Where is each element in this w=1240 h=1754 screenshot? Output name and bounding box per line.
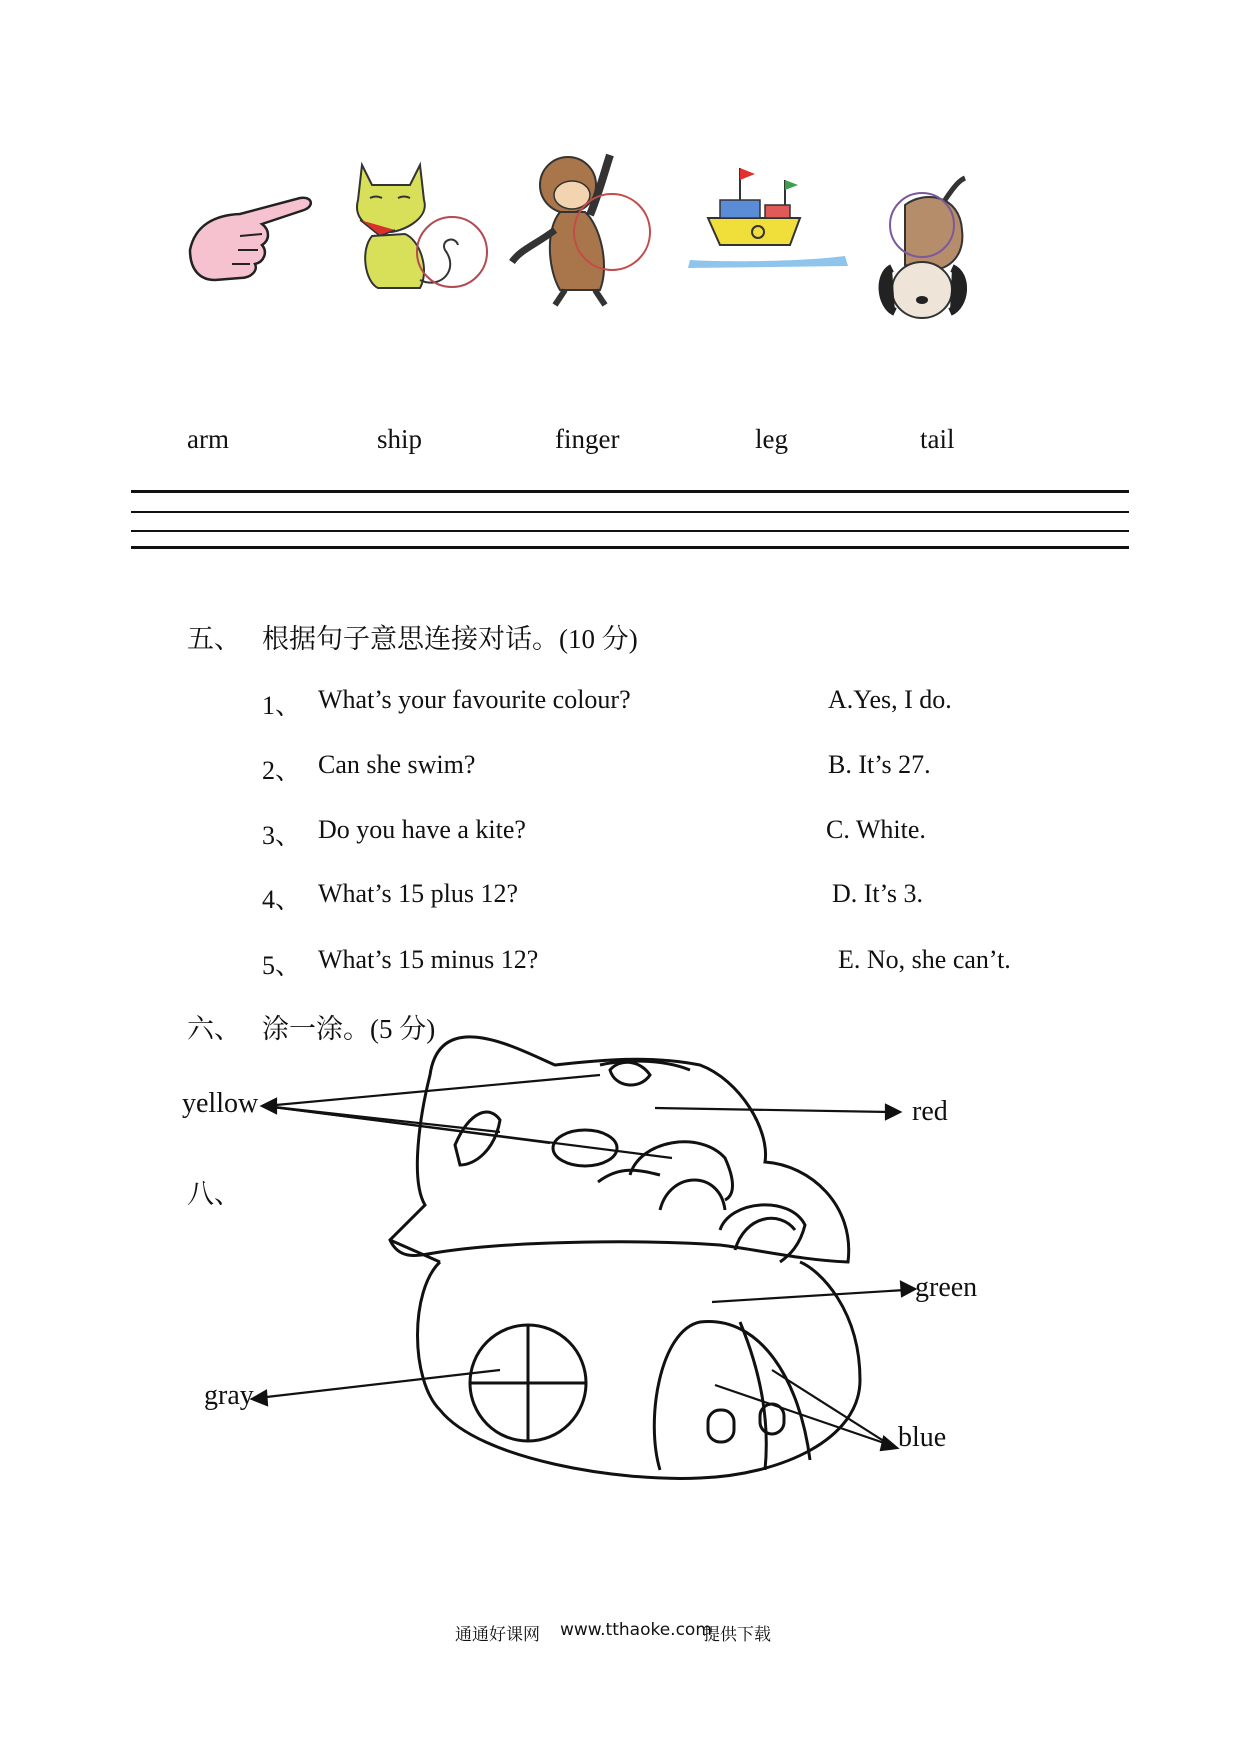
cat-picture [357,165,487,288]
answer-a: A.Yes, I do. [828,685,952,714]
answer-c: C. White. [826,815,926,844]
question-text: What’s 15 plus 12? [318,879,519,908]
footer-note: 提供下载 [703,1625,771,1645]
word-ship: ship [377,424,423,454]
question-number: 5、 [262,951,302,980]
question-text: What’s 15 minus 12? [318,945,539,974]
section8-number: 八、 [187,1179,241,1209]
question-number: 4、 [262,885,302,914]
dog-picture [883,178,965,318]
word-finger: finger [555,424,620,454]
writing-line [131,490,1129,493]
section5-number: 五、 [187,624,241,654]
writing-line [131,546,1129,549]
footer-url: www.tthaoke.com [560,1620,712,1640]
section6-number: 六、 [187,1014,241,1044]
label-blue: blue [898,1422,947,1453]
question-text: Can she swim? [318,750,476,779]
label-green: green [915,1272,978,1303]
word-arm: arm [187,424,229,454]
finger-picture [190,198,311,280]
answer-b: B. It’s 27. [828,750,931,779]
section5-title: 根据句子意思连接对话。(10 分) [262,624,638,654]
section6-title: 涂一涂。(5 分) [262,1014,436,1044]
question-number: 3、 [262,821,302,850]
writing-line [131,530,1129,532]
mushroom-house-drawing [390,1037,860,1479]
label-yellow: yellow [182,1088,259,1119]
label-gray: gray [204,1380,254,1411]
word-tail: tail [920,424,955,454]
answer-e: E. No, she can’t. [838,945,1011,974]
question-number: 1、 [262,691,302,720]
question-text: Do you have a kite? [318,815,526,844]
ship-picture [688,168,848,268]
monkey-picture [512,155,650,305]
word-leg: leg [755,424,788,454]
answer-d: D. It’s 3. [832,879,923,908]
question-number: 2、 [262,756,302,785]
footer-site: 通通好课网 [455,1625,540,1645]
writing-line [131,511,1129,513]
label-red: red [912,1096,948,1127]
question-text: What’s your favourite colour? [318,685,631,714]
